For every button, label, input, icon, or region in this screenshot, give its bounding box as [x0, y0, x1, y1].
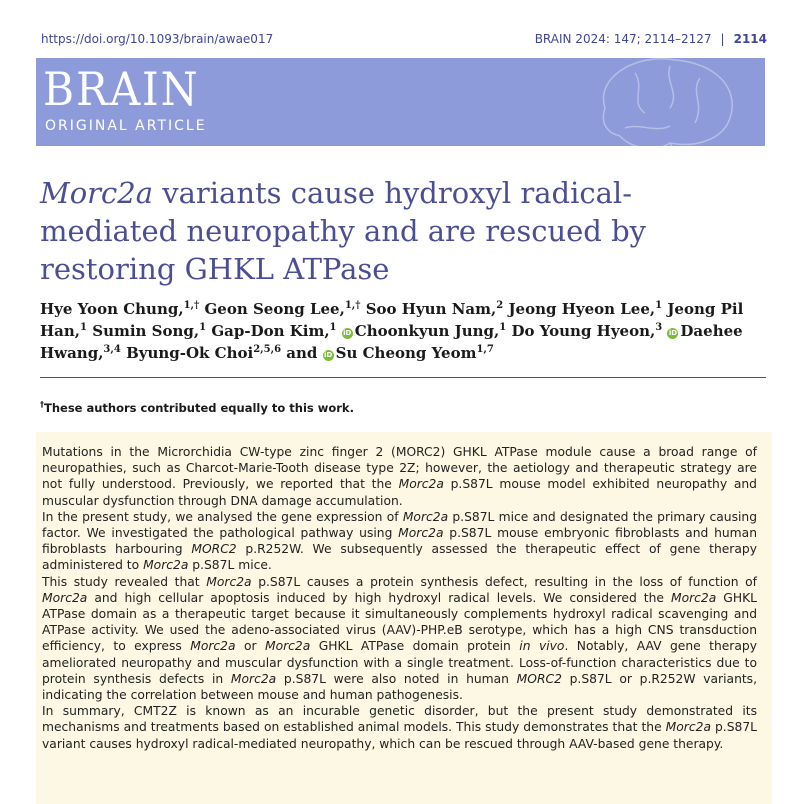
doi-link[interactable]: https://doi.org/10.1093/brain/awae017 — [41, 32, 274, 46]
author-affiliation: 1,† — [344, 300, 361, 311]
author-name: and — [286, 344, 318, 362]
italic-term: Morc2a — [230, 671, 277, 686]
author — [323, 344, 494, 362]
author-affiliation: 1 — [80, 322, 87, 333]
italic-term: Morc2a — [206, 574, 252, 589]
author-list — [40, 298, 770, 364]
abstract-text: GHKL ATPase domain protein — [310, 639, 520, 654]
orcid-icon[interactable]: iD — [324, 351, 333, 359]
title-text: variants cause hydroxyl radical-mediated neuropathy and are rescued by restoring GHKL ATPase — [40, 176, 647, 286]
abstract-text: Mutations in the Microrchidia CW-type zinc finger 2 (MORC2) GHKL ATPase module cause a broad range of neuropathies, such as Charcot-Marie-Tooth disease type 2Z; however, the aetiology and therapeutic strategy are not fully understood. Previously, we reported that the — [42, 445, 757, 492]
author-affiliation: 1 — [199, 322, 207, 333]
author-name: Hye Yoon Chung, — [40, 300, 184, 318]
journal-citation — [535, 32, 767, 46]
italic-term: Morc2a — [398, 477, 444, 492]
abstract-text: p.S87L variant causes hydroxyl radical-mediated neuropathy, which can be rescued through AAV-based gene therapy. — [42, 720, 757, 751]
header-separator: | — [720, 32, 725, 46]
abstract-text: and high cellular apoptosis induced by high hydroxyl radical levels. We considered the — [87, 590, 671, 605]
italic-term: Morc2a — [42, 590, 88, 605]
author — [204, 300, 360, 318]
author-affiliation: 1,† — [183, 300, 200, 311]
title-gene: Morc2a — [40, 176, 153, 210]
abstract-text: p.R252W. We subsequently assessed the therapeutic effect of gene therapy administered to — [42, 542, 757, 573]
author-name: Su Cheong Yeom — [335, 344, 477, 362]
author-affiliation: 3,4 — [103, 344, 121, 355]
author-name: Soo Hyun Nam, — [365, 300, 497, 318]
author-affiliation: 1,7 — [476, 344, 494, 355]
journal-logo: BRAIN — [43, 62, 200, 116]
italic-term: Morc2a — [402, 509, 449, 524]
author-name: Choonkyun Jung, — [354, 322, 500, 340]
italic-term: Morc2a — [190, 639, 236, 654]
author — [211, 322, 336, 340]
journal-info: BRAIN 2024: 147; 2114–2127 — [534, 32, 712, 46]
article-title — [40, 174, 660, 288]
footnote-mark: † — [40, 400, 44, 409]
author — [286, 344, 317, 362]
page-number: 2114 — [733, 32, 767, 46]
author — [92, 322, 206, 340]
italic-term: in vivo — [519, 639, 565, 654]
author — [511, 322, 662, 340]
author-affiliation: 1 — [499, 322, 507, 333]
author-affiliation: 2 — [496, 300, 504, 311]
abstract-text: This study revealed that — [42, 574, 207, 589]
orcid-icon[interactable]: iD — [343, 329, 352, 337]
author — [366, 300, 503, 318]
abstract-text: p.S87L were also noted in human — [276, 671, 517, 686]
author — [508, 300, 662, 318]
author — [126, 344, 281, 362]
orcid-icon[interactable]: iD — [668, 329, 678, 337]
author-name: Jeong Hyeon Lee, — [508, 300, 656, 318]
journal-banner — [36, 58, 765, 146]
abstract-text: p.S87L mice and designated the primary causing factor. We investigated the pathological pathway using — [42, 509, 758, 541]
italic-term: Morc2a — [670, 590, 717, 605]
abstract-paragraph — [42, 703, 757, 752]
italic-term: MORC2 — [516, 671, 562, 686]
author-name: Daehee Hwang, — [40, 322, 743, 362]
abstract-text: p.S87L causes a protein synthesis defect, resulting in the loss of function of — [251, 574, 757, 589]
abstract-text: p.S87L mouse embryonic fibroblasts and human fibroblasts harbouring — [42, 526, 757, 557]
italic-term: Morc2a — [665, 720, 711, 735]
abstract-text: p.S87L or p.R252W variants, indicating the correlation between mouse and human pathogenesis. — [42, 671, 757, 703]
author-name: Do Young Hyeon, — [511, 322, 656, 340]
footnote-text: These authors contributed equally to this work. — [44, 400, 354, 415]
author-affiliation: 1 — [329, 322, 337, 333]
abstract-text: . Notably, AAV gene therapy ameliorated neuropathy and muscular dysfunction with a single treatment. Loss-of-function characteristics due to protein synthesis defects in — [42, 639, 757, 686]
abstract-text: p.S87L mouse model exhibited neuropathy and muscular dysfunction through DNA damage accumulation. — [42, 477, 757, 508]
abstract-text: In the present study, we analysed the gene expression of — [42, 509, 403, 524]
author-affiliation: 1 — [655, 300, 663, 311]
abstract-text: GHKL ATPase domain as a therapeutic target because it simultaneously complements hydroxyl radical scavenging and ATPase activity. We used the adeno-associated virus (AAV)-PHP.eB serotype, which has a high CNS transduction efficiency, to express — [42, 590, 757, 654]
abstract-text: p.S87L mice. — [188, 558, 272, 573]
abstract-paragraph — [42, 444, 757, 509]
author-name: Sumin Song, — [92, 322, 200, 340]
author-name: Jeong Pil Han, — [40, 300, 744, 340]
brain-illustration-icon — [575, 58, 745, 146]
author-affiliation: 3 — [655, 322, 663, 333]
italic-term: MORC2 — [191, 542, 237, 557]
author-name: Byung-Ok Choi — [126, 344, 254, 362]
author — [342, 322, 507, 340]
italic-term: Morc2a — [143, 558, 189, 573]
author-name: Gap-Don Kim, — [211, 322, 330, 340]
author-footnote — [40, 400, 354, 415]
abstract-text: In summary, CMT2Z is known as an incurable genetic disorder, but the present study demonstrated its mechanisms and treatments based on established animal models. This study demonstrates that the — [42, 704, 757, 735]
author-name: Geon Seong Lee, — [204, 300, 345, 318]
italic-term: Morc2a — [264, 639, 311, 654]
italic-term: Morc2a — [398, 526, 444, 541]
article-type: ORIGINAL ARTICLE — [45, 118, 207, 134]
abstract-paragraph — [42, 574, 757, 704]
divider — [40, 377, 766, 378]
abstract-paragraph — [42, 509, 757, 574]
page-header — [41, 32, 767, 50]
author-affiliation: 2,5,6 — [253, 344, 282, 355]
author — [40, 300, 199, 318]
abstract-box — [36, 432, 772, 804]
abstract-text: or — [235, 639, 265, 654]
